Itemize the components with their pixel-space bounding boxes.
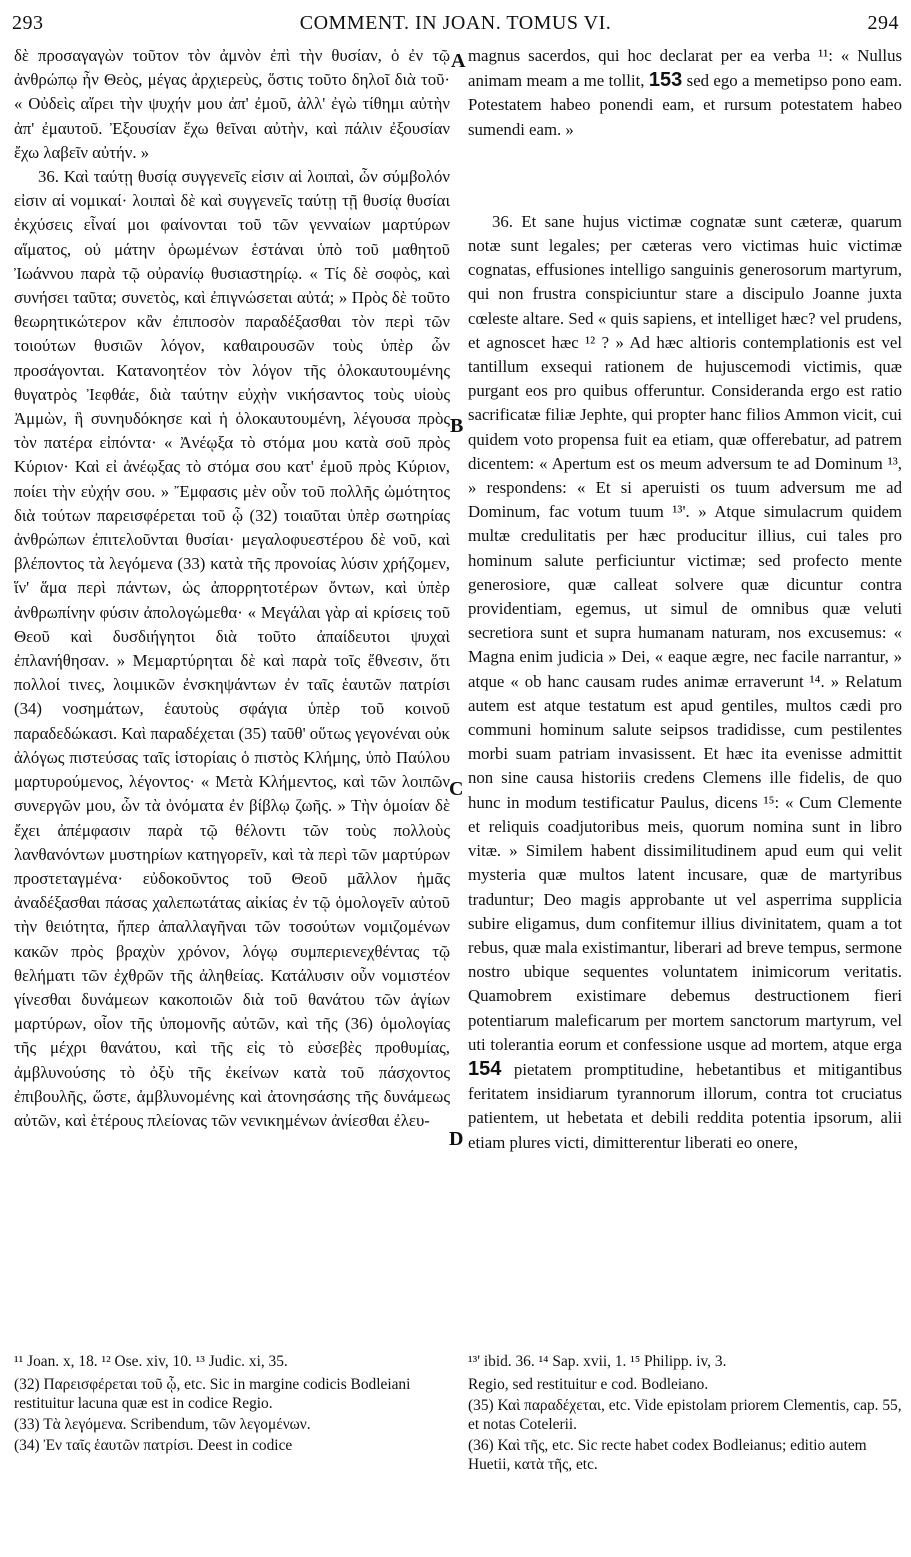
footnote-33: (33) Τὰ λεγόμενα. Scribendum, τῶν λεγομένων. — [14, 1416, 311, 1433]
footnote-refs-left: ¹¹ Joan. x, 18. ¹² Ose. xiv, 10. ¹³ Judic. xi, 35. — [14, 1353, 288, 1370]
page-ref-154: 154 — [468, 1057, 502, 1080]
footnote-36: (36) Καὶ τῆς, etc. Sic recte habet codex Bodleianus; editio autem Huetii, κατὰ τῆς, etc. — [468, 1437, 867, 1473]
footnote-32: (32) Παρεισφέρεται τοῦ ᾧ, etc. Sic in margine codicis Bodleiani restituitur lacuna quæ est in codice Regio. — [14, 1376, 411, 1412]
latin-paragraph-2 — [468, 210, 902, 1155]
latin-column — [468, 44, 902, 1155]
section-marker-d: D — [449, 1128, 464, 1150]
footnote-refs-right: ¹³' ibid. 36. ¹⁴ Sap. xvii, 1. ¹⁵ Philipp. iv, 3. — [468, 1353, 727, 1370]
section-marker-c: C — [449, 778, 464, 800]
greek-paragraph-2: 36. Καὶ ταύτῃ θυσίᾳ συγγενεῖς εἰσιν αἱ λοιπαὶ, ὧν σύμβολόν εἰσιν αἱ νομικαί· λοιπαὶ δὲ καὶ συγγενεῖς ταύτῃ τῇ θυσίᾳ θυσίαι ἐκχύσεις εἶναί μοι φαίνονται τοῦ τῶν γενναίων μαρτύρων αἵματος, οὐ μάτην ὁρωμένων ἑστάναι ὑπὸ τοῦ μαθητοῦ Ἰωάννου παρὰ τῷ οὐρανίῳ θυσιαστηρίῳ. « Τίς δὲ σοφὸς, καὶ συνήσει ταῦτα; συνετὸς, καὶ ἐπιγνώσεται αὐτά; » Πρὸς δὲ τοῦτο θεωρητικώτερον κἂν ἐπιποσὸν παραδέξασθαι τὸν περὶ τῶν τοιούτων θυσιῶν λόγον, καθαιρουσῶν τοὺς ὑπὲρ ὧν προσάγονται. Κατανοητέον τὸν λόγον τῆς ὁλοκαυτουμένης θυγατρὸς Ἰεφθάε, διὰ ταύτην εὐχὴν νικήσαντος τοὺς υἱοὺς Ἀμμὼν, ἣ συνηυδόκησε καὶ ἡ ὁλοκαυτουμένη, λέγουσα πρὸς τὸν πατέρα εἰπόντα· « Ἀνέῳξα τὸ στόμα μου κατὰ σοῦ πρὸς Κύριον· Καὶ εἰ ἀνέῳξας τὸ στόμα σου κατ' ἐμοῦ πρὸς Κύριον, ποίει τὴν εὐχήν σου. » Ἔμφασις μὲν οὖν τοῦ πολλῆς ὠμότητος διὰ τούτων παρεισφέρεται τοῦ ᾧ (32) τοιαῦται ὑπὲρ σωτηρίας ἀνθρώπων ἐπιτελοῦνται θυσίαι· μεγαλοφυεστέρου δὲ νοῦ, καὶ βλέποντος τὰ λεγόμενα (33) κατὰ τῆς προνοίας λύσιν χρήζομεν, ἵν' ἅμα περὶ πάντων, ὡς ἀπορρητοτέρων ὄντων, καὶ ὑπὲρ ἀνθρωπίνην φύσιν ἀπολογώμεθα· « Μεγάλαι γὰρ αἱ κρίσεις τοῦ Θεοῦ καὶ δυσδιήγητοι διὰ τοῦτο ἀπαίδευτοι ψυχαὶ ἐπλανήθησαν. » Μεμαρτύρηται δὲ καὶ παρὰ τοῖς ἔθνεσιν, ὅτι πολλοί τινες, λοιμικῶν ἐνσκηψάντων ἐν ταῖς ἑαυτῶν πατρίσι (34) νοσημάτων, ἑαυτοὺς σφάγια ὑπὲρ τοῦ κοινοῦ παραδεδώκασι. Καὶ παραδέχεται (35) ταῦθ' οὕτως γεγονέναι οὐκ ἀλόγως πιστεύσας ταῖς ἱστορίαις ὁ πιστὸς Κλήμης, ὑπὸ Παύλου μαρτυρούμενος, λέγοντος· « Μετὰ Κλήμεντος, καὶ τῶν λοιπῶν συνεργῶν μου, ὧν τὰ ὀνόματα ἐν βίβλῳ ζωῆς. » Τὴν ὁμοίαν δὲ ἔχει ἀπέμφασιν παρὰ τῷ θέλοντι τῶν τοὺς πολλοὺς λανθανόντων μυστηρίων κατηγορεῖν, καὶ τὰ περὶ τῶν μαρτύρων προστεταγμένα· εὐδοκοῦντος τοῦ Θεοῦ μᾶλλον ἡμᾶς ἀναδέξασθαι πάσας χαλεπωτάτας αἰκίας ἐν τῷ ὁμολογεῖν αὐτοῦ τὴν θειότητα, ἤπερ ἀπαλλαγῆναι τῶν τοσούτων νομιζομένων κακῶν πρὸς βραχὺν χρόνον, λόγῳ συμπεριενεχθέντας τῷ θελήματι τῶν ἐχθρῶν τῆς ἀληθείας. Κατάλυσιν οὖν νομιστέον γίνεσθαι δυνάμεων κακοποιῶν διὰ τοῦ θανάτου τῶν ἁγίων μαρτύρων, οἷον τῆς ὑπομονῆς αὐτῶν, καὶ τῆς (36) ὁμολογίας τῆς μέχρι θανάτου, καὶ τῆς εἰς τὸ εὐσεβὲς προθυμίας, ἀμβλυνούσης τὸ ὀξὺ τῆς ἐκείνων κατὰ τοῦ πάσχοντος ἐπιβουλῆς, ὥστε, ἀμβλυνομένης καὶ ἀτονησάσης τῆς δυνάμεως αὐτῶν, καὶ ἑτέρους πλείονας τῶν νενικημένων ἀνίεσθαι ἐλευ- — [14, 167, 450, 1130]
running-header — [8, 8, 903, 38]
column-gap — [468, 142, 902, 210]
section-marker-a: A — [451, 50, 466, 72]
footnote-35: (35) Καὶ παραδέχεται, etc. Vide epistolam priorem Clementis, cap. 55, et notas Cotelerii. — [468, 1397, 902, 1433]
greek-column — [14, 44, 450, 1133]
page-number-left: 293 — [12, 12, 44, 34]
page-ref-153: 153 — [648, 69, 683, 92]
page-number-right: 294 — [867, 12, 899, 34]
latin-paragraph-1 — [468, 44, 902, 142]
latin-text: sed ego a memetipso pono eam. Potestatem habeo ponendi eam, et rursum potestatem habeo sumendi eam. » — [468, 71, 903, 139]
footnotes-right — [468, 1352, 902, 1476]
footnotes-left — [14, 1352, 450, 1457]
greek-paragraph-1: δὲ προσαγαγὼν τοῦτον τὸν ἀμνὸν ἐπὶ τὴν θυσίαν, ὁ ἐν τῷ ἀνθρώπῳ ἦν Θεὸς, μέγας ἀρχιερεὺς, ὅστις τοῦτο δηλοῖ διὰ τοῦ· « Οὐδεὶς αἴρει τὴν ψυχήν μου ἀπ' ἐμοῦ, ἀλλ' ἐγὼ τίθημι αὐτὴν ἀπ' ἐμαυτοῦ. Ἐξουσίαν ἔχω θεῖναι αὐτὴν, καὶ πάλιν ἐξουσίαν ἔχω λαβεῖν αὐτήν. » — [14, 46, 450, 162]
footnote-34: (34) Ἐν ταῖς ἑαυτῶν πατρίσι. Deest in codice — [14, 1437, 293, 1454]
latin-text: pietatem promptitudine, hebetantibus et mitigantibus feritatem insidiarum tyrannorum illorum, contra tot cruciatus patientem, ut hebetata et debili reddita potentia ipsorum, alii etiam plures victi, dimitterentur liberati eo onere, — [468, 1059, 902, 1152]
footnote-34-continued: Regio, sed restituitur e cod. Bodleiano. — [468, 1376, 709, 1393]
section-marker-b: B — [450, 415, 464, 437]
latin-text: magnus sacerdos, qui hoc declarat per ea verba ¹¹: « Nullus animam meam a me tollit, — [468, 46, 902, 91]
running-title: COMMENT. IN JOAN. TOMUS VI. — [299, 12, 612, 34]
latin-text: 36. Et sane hujus victimæ cognatæ sunt cæteræ, quarum notæ sunt legales; per cæteras vero victimas huic victimæ cognatas, effusiones intelligo sanguinis generosorum martyrum, qui non frustra conspiciuntur stare a discipulo Joanne juxta cœleste altare. Sed « quis sapiens, et intelliget hæc? vel prudens, et agnoscet hæc ¹² ? » Ad hæc altioris contemplationis est vel tantillum exsequi rationem de hujuscemodi victimis, quæ purgant eos pro quibus offeruntur. Consideranda ergo est ratio sacrificatæ filiæ Jephte, qui propter hanc filios Ammon vicit, cui quidem voto propensa fuit ea etiam, quæ offerebatur, ad patrem dicentem: « Apertum est os meum adversum te ad Dominum ¹³, » respondens: « Et si aperuisti os tuum adversum me ad Dominum, fac votum tuum ¹³'. » Atque simulacrum quidem multæ credulitatis per hæc producitur illius, cui tales pro hominum salute perficiuntur victimæ; sed profecto mente generosiore, quæ calleat solvere quæ dicuntur contra providentiam, egemus, ut simul de omnibus quæ veluti secretiora sunt et supra humanam naturam, nos excusemus: « Magna enim judicia » Dei, « eaque ægre, nec facile narrantur, » atque « ob hanc causam rudes animæ erraverunt ¹⁴. » Relatum autem est atque testatum est apud gentiles, multos cædi pro communi hominum salute seipsos tradidisse, cum pestilentes morbi suam patriam invasissent. Et hæc ita evenisse admittit non sine causa historiis credens Clemens ille fidelis, de quo hunc in modum testificatur Paulus, dicens ¹⁵: « Cum Clemente et reliquis coadjutoribus meis, quorum nomina sunt in libro vitæ. » Similem habent dissimilitudinem apud eum qui velit mysteria quæ multos latent incusare, quæ de martyribus traduntur; Deo magis approbante ut vel asperrima supplicia subire eligamus, dum confitemur illius divinitatem, quam a tot rebus, quæ mala existimantur, liberari ad breve tempus, sermone nostro ubique sequentes voluntatem inimicorum veritatis. Quamobrem existimare debemus destructionem fieri potentiarum maleficarum per mortem sanctorum martyrum, vel uti tolerantia eorum et confessione usque ad mortem, atque erga — [468, 211, 902, 1054]
